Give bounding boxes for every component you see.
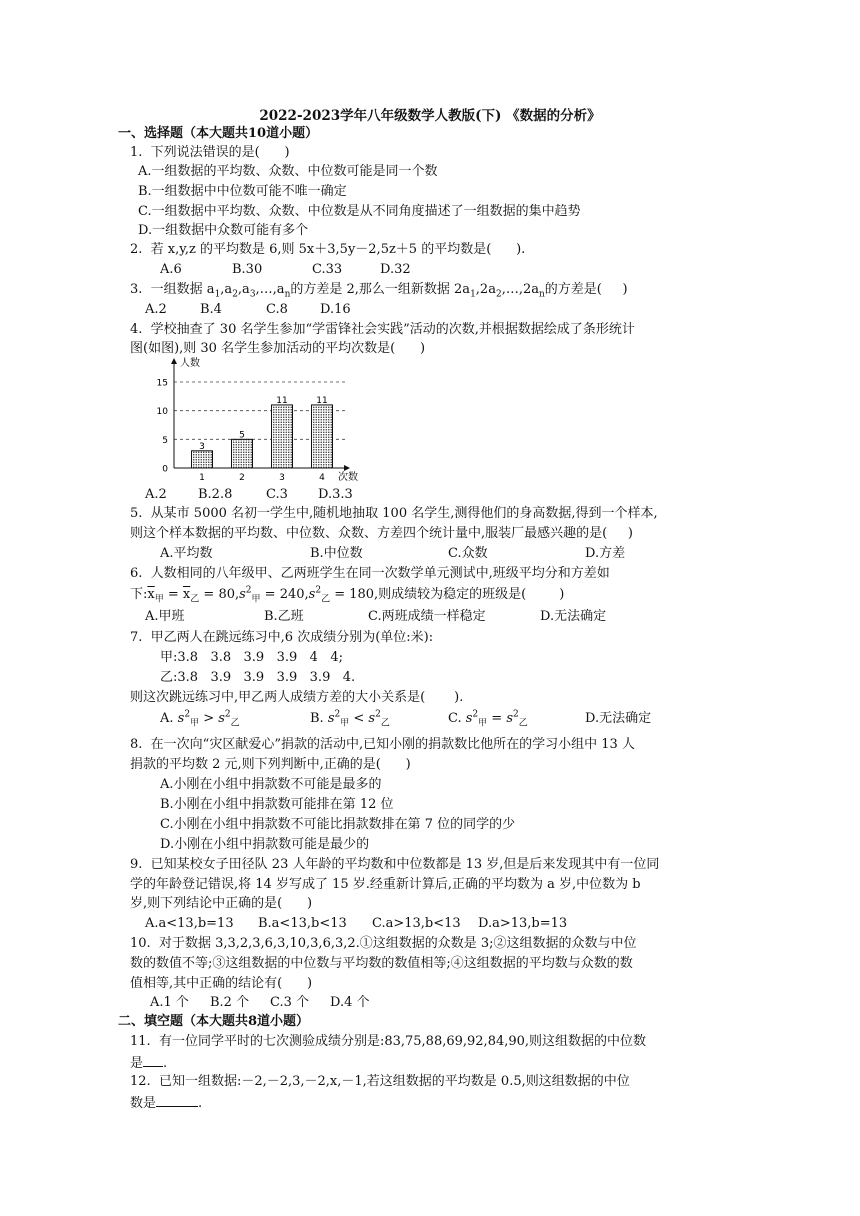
q10-line-1: 10. 对于数据 3,3,2,3,6,3,10,3,6,3,2.①这组数据的众数是 3;②这组数据的众数与中位 bbox=[130, 936, 637, 951]
q1-option-c: C.一组数据中平均数、众数、中位数是从不同角度描述了一组数据的集中趋势 bbox=[138, 204, 581, 219]
y-tick-label: 5 bbox=[162, 435, 168, 446]
q11-line-1: 11. 有一位同学平时的七次测验成绩分别是:83,75,88,69,92,84,90,则这组数据的中位数 bbox=[130, 1034, 647, 1049]
q8-line-2: 捐款的平均数 2 元,则下列判断中,正确的是( ) bbox=[130, 757, 411, 772]
q2-stem: 2. 若 x,y,z 的平均数是 6,则 5x＋3,5y－2,5z＋5 的平均数是( ). bbox=[130, 242, 526, 257]
y-tick-label: 10 bbox=[156, 407, 168, 418]
q1-option-b: B.一组数据中中位数可能不唯一确定 bbox=[138, 184, 347, 199]
q9-option-b: B.a<13,b<13 bbox=[258, 916, 347, 931]
q6-option-a: A.甲班 bbox=[145, 609, 185, 624]
q6-line-1: 6. 人数相同的八年级甲、乙两班学生在同一次数学单元测试中,班级平均分和方差如 bbox=[130, 566, 610, 581]
q3-option-a: A.2 bbox=[145, 302, 167, 317]
q8-option-a: A.小刚在小组中捐款数不可能是最多的 bbox=[160, 777, 382, 792]
q4-option-b: B.2.8 bbox=[198, 487, 233, 502]
q7-option-b: B. $s^2_甲 < s^2_乙$ bbox=[310, 709, 390, 729]
q4-option-c: C.3 bbox=[266, 487, 288, 502]
bar-chart bbox=[140, 356, 370, 484]
q7-option-d: D.无法确定 bbox=[585, 711, 652, 726]
q4-option-a: A.2 bbox=[145, 487, 167, 502]
q3-stem: 3. 一组数据 $a_1,a_2,a_3,\dots,a_n$的方差是 2,那么一组新数据 $2a_1,2a_2,\dots,2a_n$的方差是( ) bbox=[130, 282, 628, 300]
q9-option-d: D.a>13,b=13 bbox=[478, 916, 568, 931]
q7-option-a: A. $s^2_甲 > s^2_乙$ bbox=[160, 709, 240, 729]
q1-option-d: D.一组数据中众数可能有多个 bbox=[138, 223, 309, 238]
q7-yi-scores: 乙:3.8 3.9 3.9 3.9 3.9 4. bbox=[160, 670, 356, 685]
q12-line-2: 数是 . bbox=[130, 1096, 203, 1111]
q7-line-1: 7. 甲乙两人在跳远练习中,6 次成绩分别为(单位:米): bbox=[130, 630, 434, 645]
x-tick-label: 2 bbox=[239, 473, 245, 483]
q12-line-1: 12. 已知一组数据:－2,－2,3,－2,x,－1,若这组数据的平均数是 0.5,则这组数据的中位 bbox=[130, 1074, 630, 1089]
q10-option-a: A.1 个 bbox=[150, 995, 189, 1010]
y-axis-label: 人数 bbox=[180, 358, 200, 369]
bar-value-label: 3 bbox=[199, 441, 205, 452]
bar-value-label: 11 bbox=[276, 395, 288, 406]
q9-option-c: C.a>13,b<13 bbox=[372, 916, 461, 931]
chart-bars bbox=[192, 396, 333, 468]
bar-1 bbox=[192, 451, 213, 468]
q2-option-a: A.6 bbox=[160, 262, 182, 277]
q7-jia-scores: 甲:3.8 3.8 3.9 3.9 4 4; bbox=[160, 650, 343, 665]
bar-3 bbox=[272, 405, 293, 468]
x-tick-label: 1 bbox=[199, 473, 205, 483]
x-axis-arrow bbox=[344, 465, 350, 471]
q2-option-d: D.32 bbox=[380, 262, 411, 277]
q10-line-2: 数的数值不等;③这组数据的中位数与平均数的数值相等;④这组数据的平均数与众数的数 bbox=[130, 956, 633, 971]
y-axis-arrow bbox=[171, 358, 177, 364]
y-tick-label: 15 bbox=[156, 378, 168, 389]
q3-option-b: B.4 bbox=[200, 302, 222, 317]
q10-option-c: C.3 个 bbox=[270, 995, 310, 1010]
q6-line-2: 下$:\overline{x}_甲 = \overline{x}_乙 = 80,s^2_甲 = 240,s^2_乙 = 180$,则成绩较为稳定的班级是( ) bbox=[130, 585, 565, 605]
q11-answer-blank[interactable] bbox=[143, 1054, 163, 1067]
q4-line-2: 图(如图),则 30 名学生参加活动的平均次数是( ) bbox=[130, 341, 426, 356]
q8-line-1: 8. 在一次向“灾区献爱心”捐款的活动中,已知小刚的捐款数比他所在的学习小组中 13 人 bbox=[130, 737, 635, 752]
x-tick-label: 3 bbox=[279, 473, 285, 483]
q10-option-d: D.4 个 bbox=[330, 995, 370, 1010]
q4-line-1: 4. 学校抽查了 30 名学生参加“学雷锋社会实践”活动的次数,并根据数据绘成了条形统计 bbox=[130, 322, 635, 337]
q3-option-c: C.8 bbox=[266, 302, 288, 317]
q2-option-b: B.30 bbox=[232, 262, 263, 277]
chart-x-ticks bbox=[199, 473, 325, 483]
q12-answer-blank[interactable] bbox=[156, 1094, 198, 1107]
q5-option-b: B.中位数 bbox=[310, 546, 363, 561]
q10-option-b: B.2 个 bbox=[210, 995, 250, 1010]
q2-option-c: C.33 bbox=[312, 262, 343, 277]
q3-option-d: D.16 bbox=[320, 302, 351, 317]
q6-option-c: C.两班成绩一样稳定 bbox=[368, 609, 486, 624]
chart-y-ticks bbox=[157, 379, 169, 475]
y-tick-label: 0 bbox=[162, 464, 168, 475]
q5-line-1: 5. 从某市 5000 名初一学生中,随机地抽取 100 名学生,测得他们的身高数据,得到一个样本, bbox=[130, 506, 658, 521]
x-axis-label: 次数 bbox=[338, 472, 358, 483]
bar-value-label: 5 bbox=[239, 430, 245, 441]
q8-option-d: D.小刚在小组中捐款数可能是最少的 bbox=[160, 837, 370, 852]
q9-line-3: 岁,则下列结论中正确的是( ) bbox=[130, 896, 313, 911]
bar-4 bbox=[312, 405, 333, 468]
q7-line-4: 则这次跳远练习中,甲乙两人成绩方差的大小关系是( ). bbox=[130, 690, 464, 705]
bar-2 bbox=[232, 439, 253, 468]
q11-line-2: 是 . bbox=[130, 1056, 168, 1071]
q7-option-c: C. $s^2_甲 = s^2_乙$ bbox=[448, 709, 528, 729]
bar-value-label: 11 bbox=[316, 395, 328, 406]
q9-option-a: A.a<13,b=13 bbox=[145, 916, 234, 931]
q6-option-b: B.乙班 bbox=[264, 609, 304, 624]
section-choice-heading: 一、选择题（本大题共10道小题） bbox=[118, 126, 319, 141]
q5-option-d: D.方差 bbox=[585, 546, 626, 561]
q4-option-d: D.3.3 bbox=[318, 487, 353, 502]
q5-option-a: A.平均数 bbox=[160, 546, 213, 561]
q10-line-3: 值相等,其中正确的结论有( ) bbox=[130, 976, 313, 991]
q9-line-2: 学的年龄登记错误,将 14 岁写成了 15 岁.经重新计算后,正确的平均数为 a 岁,中位数为 b bbox=[130, 877, 641, 892]
q5-line-2: 则这个样本数据的平均数、中位数、众数、方差四个统计量中,服装厂最感兴趣的是( ) bbox=[130, 526, 633, 541]
q8-option-b: B.小刚在小组中捐款数可能排在第 12 位 bbox=[160, 797, 394, 812]
x-tick-label: 4 bbox=[319, 473, 325, 483]
page-title: 2022-2023学年八年级数学人教版(下) 《数据的分析》 bbox=[259, 108, 601, 124]
section-fill-heading: 二、填空题（本大题共8道小题） bbox=[118, 1014, 310, 1029]
q9-line-1: 9. 已知某校女子田径队 23 人年龄的平均数和中位数都是 13 岁,但是后来发现其中有一位同 bbox=[130, 857, 660, 872]
q6-option-d: D.无法确定 bbox=[540, 609, 607, 624]
q5-option-c: C.众数 bbox=[448, 546, 488, 561]
q1-option-a: A.一组数据的平均数、众数、中位数可能是同一个数 bbox=[138, 164, 438, 179]
q1-stem: 1. 下列说法错误的是( ) bbox=[130, 145, 290, 160]
q8-option-c: C.小刚在小组中捐款数不可能比捐款数排在第 7 位的同学的少 bbox=[160, 817, 516, 832]
